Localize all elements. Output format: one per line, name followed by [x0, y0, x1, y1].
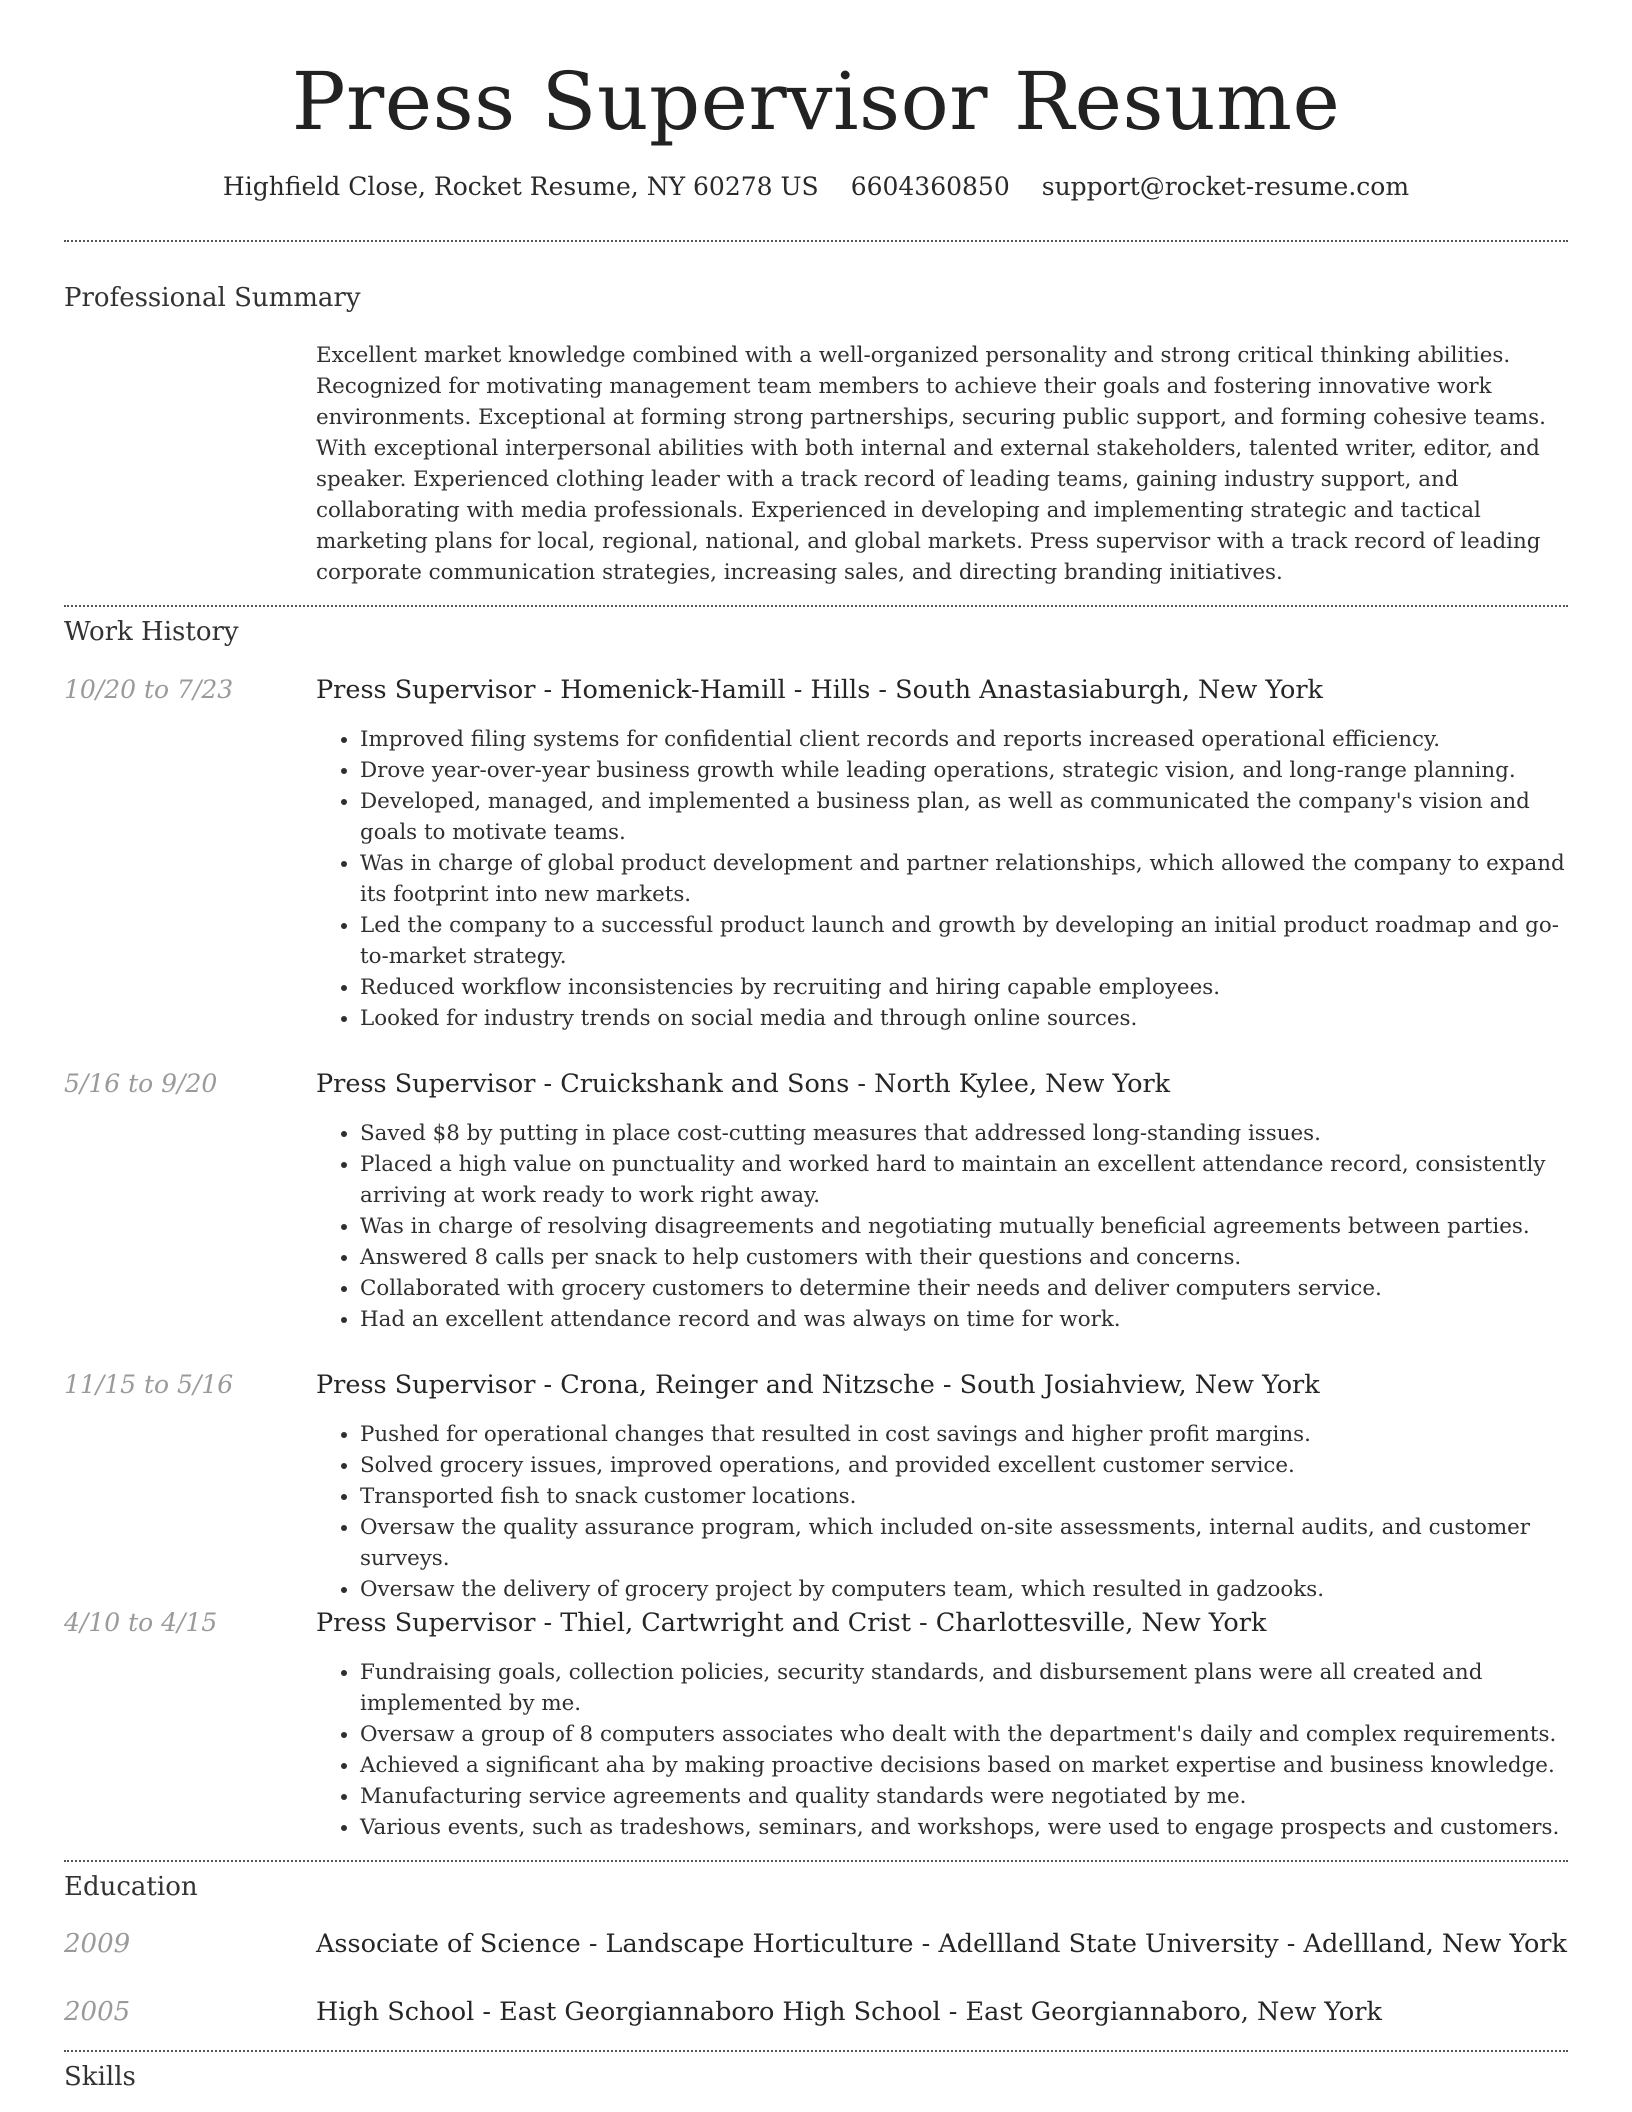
education-year: 2009 — [64, 1929, 131, 1959]
job-bullet: • Improved filing systems for confidential client records and reports increased operational efficiency. — [360, 724, 1568, 755]
education-entry: High School - East Georgiannaboro High School - East Georgiannaboro, New York — [316, 1997, 1382, 2027]
job-bullets — [316, 1419, 1568, 1605]
job-bullet: • Solved grocery issues, improved operations, and provided excellent customer service. — [360, 1450, 1568, 1481]
job-title: Press Supervisor - Thiel, Cartwright and Crist - Charlottesville, New York — [316, 1608, 1267, 1638]
job-bullets — [316, 724, 1568, 1034]
job-bullet: • Oversaw the delivery of grocery project by computers team, which resulted in gadzooks. — [360, 1574, 1568, 1605]
job-bullet: • Reduced workflow inconsistencies by recruiting and hiring capable employees. — [360, 972, 1568, 1003]
job-bullet: • Developed, managed, and implemented a business plan, as well as communicated the company's vision and goals to motivate teams. — [360, 786, 1568, 848]
education-year: 2005 — [64, 1997, 131, 2027]
page-title: Press Supervisor Resume — [291, 55, 1341, 148]
job-bullet: • Fundraising goals, collection policies, security standards, and disbursement plans were all created and implemented by me. — [360, 1657, 1568, 1719]
job-bullet: • Oversaw the quality assurance program, which included on-site assessments, internal audits, and customer surveys. — [360, 1512, 1568, 1574]
job-title: Press Supervisor - Crona, Reinger and Nitzsche - South Josiahview, New York — [316, 1370, 1320, 1400]
contact-email: support@rocket-resume.com — [1041, 172, 1410, 201]
job-bullets — [316, 1657, 1568, 1843]
job-dates: 5/16 to 9/20 — [64, 1069, 218, 1098]
education-entry: Associate of Science - Landscape Horticulture - Adellland State University - Adellland, New York — [316, 1929, 1567, 1959]
job-dates: 4/10 to 4/15 — [64, 1608, 218, 1637]
job-bullet: • Manufacturing service agreements and quality standards were negotiated by me. — [360, 1781, 1568, 1812]
job-dates: 10/20 to 7/23 — [64, 675, 234, 704]
divider — [64, 605, 1568, 607]
job-bullet: • Looked for industry trends on social media and through online sources. — [360, 1003, 1568, 1034]
job-bullet: • Drove year-over-year business growth while leading operations, strategic vision, and long-range planning. — [360, 755, 1568, 786]
job-bullet: • Pushed for operational changes that resulted in cost savings and higher profit margins. — [360, 1419, 1568, 1450]
job-dates: 11/15 to 5/16 — [64, 1370, 234, 1399]
job-bullet: • Transported fish to snack customer locations. — [360, 1481, 1568, 1512]
job-bullet: • Oversaw a group of 8 computers associates who dealt with the department's daily and complex requirements. — [360, 1719, 1568, 1750]
contact-line — [0, 172, 1632, 201]
section-heading-work: Work History — [64, 617, 239, 647]
job-bullet: • Answered 8 calls per snack to help customers with their questions and concerns. — [360, 1242, 1568, 1273]
job-title: Press Supervisor - Homenick-Hamill - Hills - South Anastasiaburgh, New York — [316, 675, 1323, 705]
divider — [64, 240, 1568, 242]
job-bullet: • Was in charge of resolving disagreements and negotiating mutually beneficial agreements between parties. — [360, 1211, 1568, 1242]
job-bullet: • Placed a high value on punctuality and worked hard to maintain an excellent attendance record, consistently arriving at work ready to work right away. — [360, 1149, 1568, 1211]
contact-phone: 6604360850 — [850, 172, 1010, 201]
summary-text: Excellent market knowledge combined with a well-organized personality and strong critical thinking abilities. Recognized for motivating management team members to achieve their goals and fostering innovative work environments. Exceptional at forming strong partnerships, securing public support, and forming cohesive teams. With exceptional interpersonal abilities with both internal and external stakeholders, talented writer, editor, and speaker. Experienced clothing leader with a track record of leading teams, gaining industry support, and collaborating with media professionals. Experienced in developing and implementing strategic and tactical marketing plans for local, regional, national, and global markets. Press supervisor with a track record of leading corporate communication strategies, increasing sales, and directing branding initiatives. — [316, 343, 1546, 585]
section-heading-education: Education — [64, 1872, 198, 1902]
job-bullet: • Achieved a significant aha by making proactive decisions based on market expertise and business knowledge. — [360, 1750, 1568, 1781]
contact-address: Highfield Close, Rocket Resume, NY 60278 US — [222, 172, 819, 201]
job-bullet: • Saved $8 by putting in place cost-cutting measures that addressed long-standing issues. — [360, 1118, 1568, 1149]
job-bullet: • Was in charge of global product development and partner relationships, which allowed the company to expand its footprint into new markets. — [360, 848, 1568, 910]
job-title: Press Supervisor - Cruickshank and Sons - North Kylee, New York — [316, 1069, 1171, 1099]
section-heading-skills: Skills — [64, 2062, 136, 2092]
job-bullets — [316, 1118, 1568, 1335]
job-bullet: • Led the company to a successful product launch and growth by developing an initial product roadmap and go-to-market strategy. — [360, 910, 1568, 972]
divider — [64, 1860, 1568, 1862]
divider — [64, 2050, 1568, 2052]
section-heading-summary: Professional Summary — [64, 283, 361, 313]
resume-header — [0, 0, 1632, 201]
job-bullet: • Had an excellent attendance record and was always on time for work. — [360, 1304, 1568, 1335]
job-bullet: • Various events, such as tradeshows, seminars, and workshops, were used to engage prospects and customers. — [360, 1812, 1568, 1843]
job-bullet: • Collaborated with grocery customers to determine their needs and deliver computers service. — [360, 1273, 1568, 1304]
